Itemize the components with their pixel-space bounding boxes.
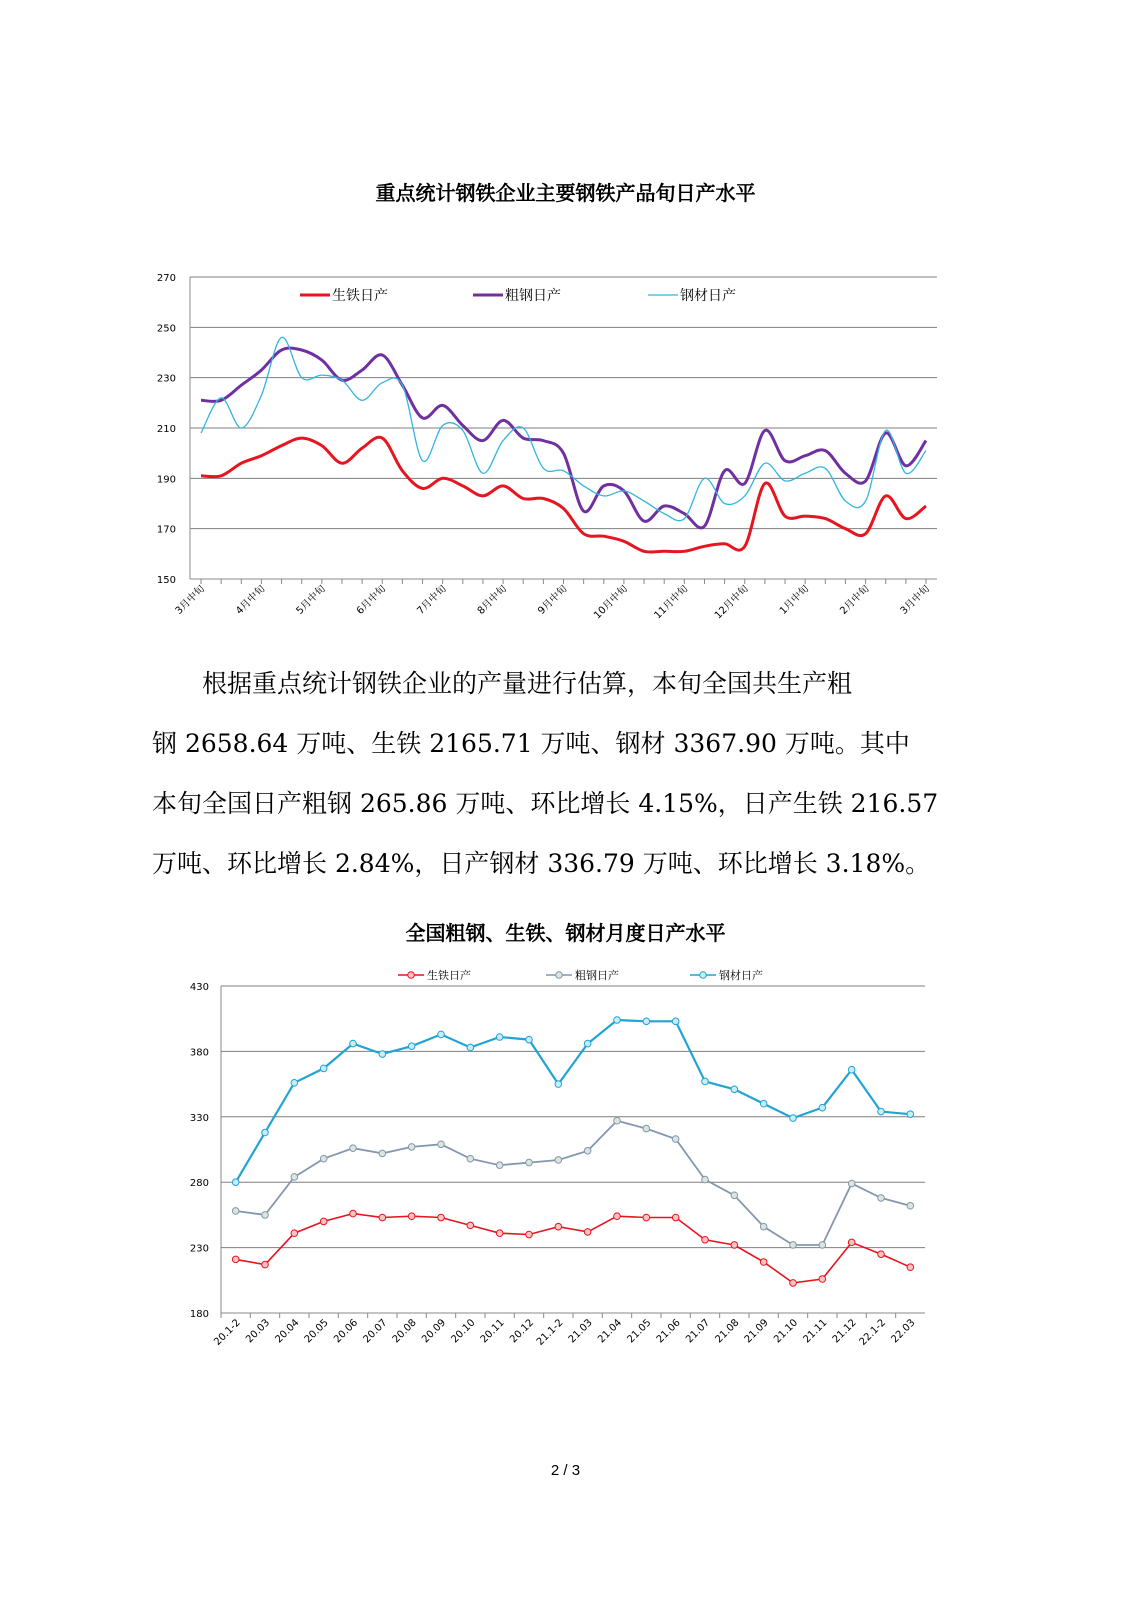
- data-point: [790, 1280, 797, 1287]
- data-point: [819, 1276, 826, 1283]
- y-tick-label: 210: [156, 424, 176, 435]
- data-point: [496, 1034, 503, 1041]
- data-point: [350, 1145, 357, 1152]
- data-point: [614, 1213, 621, 1220]
- y-tick-label: 190: [156, 474, 176, 486]
- data-point: [496, 1162, 503, 1169]
- data-point: [584, 1040, 591, 1047]
- data-point: [584, 1229, 591, 1236]
- legend-label: 生铁日产: [332, 288, 388, 304]
- x-tick-label: 3月中旬: [898, 583, 933, 617]
- data-point: [907, 1264, 914, 1271]
- data-point: [262, 1129, 269, 1136]
- data-point: [526, 1231, 533, 1238]
- data-point: [408, 1144, 415, 1151]
- data-point: [262, 1212, 269, 1219]
- x-tick-label: 20.10: [449, 1317, 478, 1346]
- x-tick-label: 20.1-2: [212, 1317, 243, 1348]
- y-tick-label: 280: [189, 1178, 209, 1190]
- data-point: [760, 1259, 767, 1266]
- paragraph-line: 根据重点统计钢铁企业的产量进行估算，本旬全国共生产粗: [152, 669, 853, 698]
- x-tick-label: 3月中旬: [173, 583, 208, 617]
- data-point: [790, 1242, 797, 1249]
- page-number: 2 / 3: [550, 1462, 581, 1479]
- y-tick-label: 170: [156, 524, 176, 536]
- y-tick-label: 180: [189, 1309, 209, 1320]
- legend-label: 钢材日产: [680, 288, 736, 304]
- data-point: [702, 1236, 709, 1243]
- chart1-title: 重点统计钢铁企业主要钢铁产品旬日产水平: [375, 181, 756, 205]
- data-point: [555, 1157, 562, 1164]
- data-point: [379, 1051, 386, 1058]
- y-tick-label: 330: [189, 1112, 209, 1124]
- data-point: [907, 1111, 914, 1118]
- x-tick-label: 1月中旬: [777, 583, 812, 617]
- y-tick-label: 230: [156, 373, 176, 385]
- data-point: [438, 1141, 445, 1148]
- data-point: [467, 1155, 474, 1162]
- paragraph-line: 万吨、环比增长 2.84%，日产钢材 336.79 万吨、环比增长 3.18%。: [152, 849, 931, 878]
- data-point: [643, 1125, 650, 1132]
- x-tick-label: 9月中旬: [536, 583, 570, 617]
- data-point: [438, 1031, 445, 1038]
- chart2-title: 全国粗钢、生铁、钢材月度日产水平: [405, 921, 726, 945]
- data-point: [232, 1256, 239, 1263]
- legend-marker: [408, 972, 415, 979]
- data-point: [584, 1148, 591, 1155]
- data-point: [672, 1018, 679, 1025]
- x-tick-label: 10月中旬: [592, 583, 631, 622]
- x-tick-label: 20.09: [420, 1317, 449, 1346]
- data-point: [614, 1017, 621, 1024]
- data-point: [408, 1213, 415, 1220]
- x-tick-label: 5月中旬: [294, 583, 328, 617]
- data-point: [760, 1100, 767, 1107]
- data-point: [760, 1223, 767, 1230]
- data-point: [350, 1210, 357, 1217]
- x-tick-label: 21.11: [801, 1317, 830, 1346]
- y-tick-label: 150: [156, 575, 176, 586]
- legend-label: 钢材日产: [719, 969, 763, 982]
- data-point: [878, 1251, 885, 1258]
- x-tick-label: 21.05: [625, 1317, 654, 1346]
- data-point: [496, 1230, 503, 1237]
- data-point: [790, 1115, 797, 1122]
- legend-label: 粗钢日产: [575, 969, 619, 982]
- data-point: [643, 1214, 650, 1221]
- data-point: [702, 1176, 709, 1183]
- x-tick-label: 8月中旬: [475, 583, 510, 617]
- paragraph-line: 本旬全国日产粗钢 265.86 万吨、环比增长 4.15%，日产生铁 216.57: [152, 789, 939, 818]
- data-point: [643, 1018, 650, 1025]
- data-point: [555, 1081, 562, 1088]
- data-point: [555, 1223, 562, 1230]
- data-point: [467, 1222, 474, 1229]
- data-point: [702, 1078, 709, 1085]
- x-tick-label: 20.12: [508, 1317, 537, 1346]
- data-point: [848, 1239, 855, 1246]
- y-tick-label: 270: [156, 273, 176, 284]
- data-point: [848, 1066, 855, 1073]
- data-point: [526, 1036, 533, 1043]
- data-point: [731, 1192, 738, 1199]
- x-tick-label: 21.10: [772, 1317, 801, 1346]
- legend-marker: [700, 972, 707, 979]
- legend-label: 生铁日产: [427, 969, 471, 982]
- x-tick-label: 20.05: [302, 1317, 331, 1346]
- data-point: [672, 1214, 679, 1221]
- x-tick-label: 22.03: [889, 1317, 918, 1346]
- x-tick-label: 7月中旬: [415, 583, 449, 617]
- series-line-1: [236, 1214, 911, 1283]
- x-tick-label: 20.06: [332, 1317, 361, 1346]
- data-point: [379, 1150, 386, 1157]
- legend-label: 粗钢日产: [505, 288, 561, 304]
- data-point: [320, 1218, 327, 1225]
- data-point: [320, 1065, 327, 1072]
- data-point: [731, 1086, 738, 1093]
- x-tick-label: 6月中旬: [354, 583, 389, 617]
- paragraph-line: 钢 2658.64 万吨、生铁 2165.71 万吨、钢材 3367.90 万吨。其中: [152, 729, 910, 758]
- data-point: [467, 1044, 474, 1051]
- data-point: [291, 1230, 298, 1237]
- data-point: [819, 1104, 826, 1111]
- x-tick-label: 20.04: [273, 1317, 302, 1346]
- data-point: [438, 1214, 445, 1221]
- x-tick-label: 20.08: [390, 1317, 419, 1346]
- data-point: [408, 1043, 415, 1050]
- data-point: [291, 1079, 298, 1086]
- x-tick-label: 21.08: [713, 1317, 742, 1346]
- x-tick-label: 21.04: [596, 1317, 625, 1346]
- x-tick-label: 20.11: [478, 1317, 507, 1346]
- data-point: [232, 1179, 239, 1186]
- x-tick-label: 11月中旬: [652, 583, 691, 622]
- x-tick-label: 20.03: [244, 1317, 273, 1346]
- y-tick-label: 250: [156, 323, 176, 335]
- data-point: [878, 1108, 885, 1115]
- data-point: [350, 1040, 357, 1047]
- data-point: [379, 1214, 386, 1221]
- y-tick-label: 230: [189, 1243, 209, 1255]
- legend-marker: [556, 972, 563, 979]
- series-line-3: [236, 1020, 911, 1182]
- data-point: [878, 1195, 885, 1202]
- data-point: [731, 1242, 738, 1249]
- y-tick-label: 430: [189, 982, 209, 993]
- x-tick-label: 12月中旬: [712, 583, 751, 622]
- x-tick-label: 21.03: [566, 1317, 595, 1346]
- data-point: [819, 1242, 826, 1249]
- data-point: [907, 1202, 914, 1209]
- y-tick-label: 380: [189, 1047, 209, 1059]
- data-point: [232, 1208, 239, 1215]
- data-point: [320, 1155, 327, 1162]
- x-tick-label: 21.12: [830, 1317, 859, 1346]
- data-point: [262, 1261, 269, 1268]
- data-point: [291, 1174, 298, 1181]
- x-tick-label: 20.07: [361, 1317, 390, 1346]
- x-tick-label: 4月中旬: [234, 583, 268, 617]
- x-tick-label: 2月中旬: [838, 583, 872, 617]
- data-point: [672, 1136, 679, 1143]
- data-point: [848, 1180, 855, 1187]
- x-tick-label: 21.06: [654, 1317, 683, 1346]
- x-tick-label: 21.09: [742, 1317, 771, 1346]
- data-point: [526, 1159, 533, 1166]
- series-line-2: [236, 1121, 911, 1245]
- x-tick-label: 22.1-2: [857, 1317, 889, 1348]
- x-tick-label: 21.1-2: [534, 1317, 566, 1348]
- x-tick-label: 21.07: [684, 1317, 713, 1346]
- data-point: [614, 1117, 621, 1124]
